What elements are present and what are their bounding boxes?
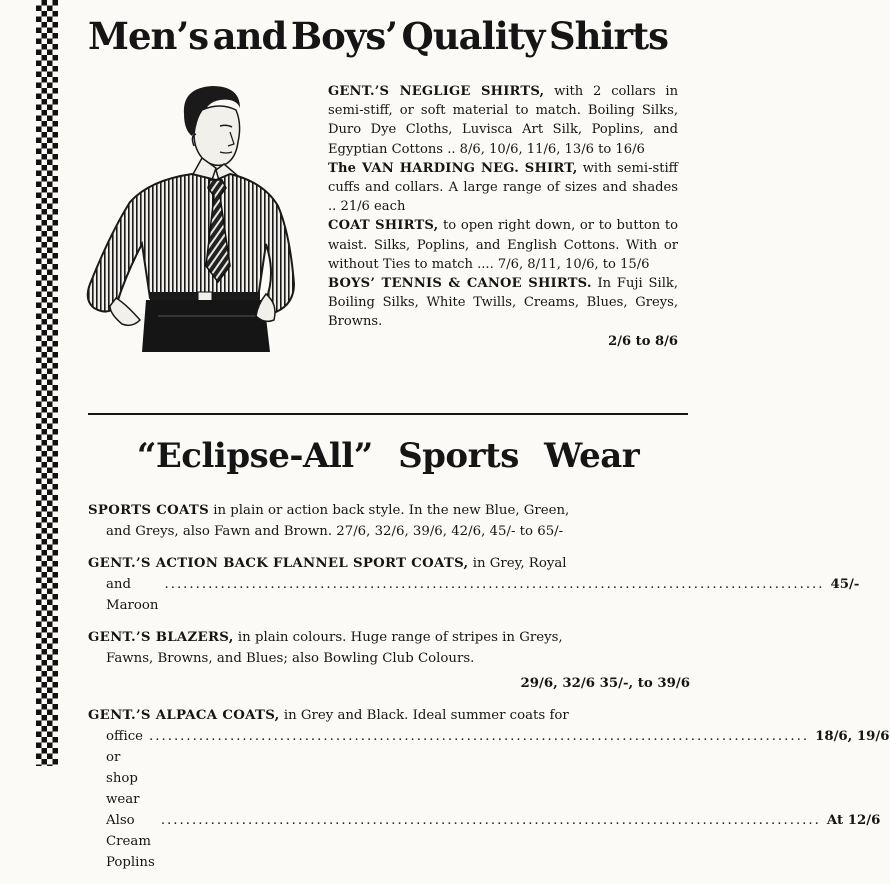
- entry-body: in plain or action back style. In the new Blue, Green,: [213, 503, 570, 518]
- shirt-entry: [328, 159, 678, 217]
- man-in-shirt-illustration: [80, 84, 310, 356]
- heading-word: Quality: [401, 14, 545, 58]
- leader-item: and Maroon: [106, 577, 159, 613]
- entry-lead: SPORTS COATS: [88, 503, 209, 518]
- entry-body: in Grey and Black. Ideal summer coats for: [283, 708, 569, 723]
- entry-body: in plain colours. Huge range of stripes in Greys,: [237, 630, 563, 645]
- alpaca-entry: [88, 705, 890, 873]
- entry-continuation: and Greys, also Fawn and Brown. 27/6, 32/6, 39/6, 42/6, 45/- to 65/-: [106, 524, 564, 539]
- leader-item: Also Cream Poplins: [106, 813, 155, 870]
- entry-lead: GENT.’S BLAZERS,: [88, 630, 234, 645]
- entry-body: with semi-stiff cuffs and collars. A large range of sizes and shades .. 21/6 each: [328, 160, 678, 215]
- heading-word: Men’s: [88, 14, 209, 58]
- entry-body: in Grey, Royal: [472, 556, 567, 571]
- section-divider: [88, 413, 688, 415]
- leader-price: 45/-: [830, 577, 860, 592]
- entry-lead: GENT.’S ALPACA COATS,: [88, 708, 280, 723]
- price-leader-line: [88, 574, 860, 616]
- entry-body: with 2 collars in semi-stiff, or soft material to match. Boiling Silks, Duro Dye Cloths, Luvisca Art Silk, Poplins, and Egyptian Cottons .. 8/6, 10/6, 11/6, 13/6 to 16/6: [328, 84, 679, 157]
- entry-lead: COAT SHIRTS,: [328, 218, 439, 234]
- leader-dots: ..........................................................................................................: [149, 729, 810, 744]
- leader-price: 18/6, 19/6: [815, 729, 890, 744]
- heading-word: Boys’: [290, 14, 398, 58]
- price-leader-line: [88, 810, 881, 873]
- entry-price: 2/6 to 8/6: [608, 333, 678, 349]
- entry-body: to open right down, or to button to waist. Silks, Poplins, and English Cottons. With or without Ties to match .... 7/6, 8/11, 10/6, to 15/6: [328, 218, 678, 272]
- shirts-heading: [88, 14, 668, 58]
- sports-coats-entry: [88, 500, 690, 542]
- action-back-entry: [88, 553, 860, 616]
- entry-lead: BOYS’ TENNIS & CANOE SHIRTS.: [328, 276, 592, 292]
- entry-continuation: Fawns, Browns, and Blues; also Bowling Club Colours.: [106, 651, 475, 666]
- entry-price: 29/6, 32/6 35/-, to 39/6: [520, 676, 690, 691]
- shirt-entry: [328, 216, 678, 274]
- shirt-entry: [328, 274, 678, 332]
- heading-word: and: [212, 14, 287, 58]
- entry-lead: The VAN HARDING NEG. SHIRT,: [328, 160, 578, 176]
- leader-dots: ..........................................................................................................: [164, 577, 825, 592]
- price-leader-line: [88, 726, 890, 810]
- sports-heading: “Eclipse-All” Sports Wear: [136, 436, 640, 476]
- entry-lead: GENT.’S ACTION BACK FLANNEL SPORT COATS,: [88, 556, 469, 571]
- entry-lead: GENT.’S NEGLIGE SHIRTS,: [328, 84, 545, 99]
- leader-item: office or shop wear: [106, 729, 144, 807]
- shirts-listing: [328, 82, 678, 351]
- leader-dots: ..........................................................................................................: [160, 813, 821, 828]
- blazers-entry: [88, 627, 690, 694]
- checkered-border: [36, 0, 58, 766]
- heading-word: Shirts: [548, 14, 668, 58]
- entry-body: In Fuji Silk, Boiling Silks, White Twills, Creams, Blues, Greys, Browns.: [328, 276, 678, 330]
- advertisement: [66, 0, 890, 870]
- sports-listing: [88, 500, 890, 884]
- shirt-entry: [328, 82, 678, 159]
- leader-price: At 12/6: [826, 813, 881, 828]
